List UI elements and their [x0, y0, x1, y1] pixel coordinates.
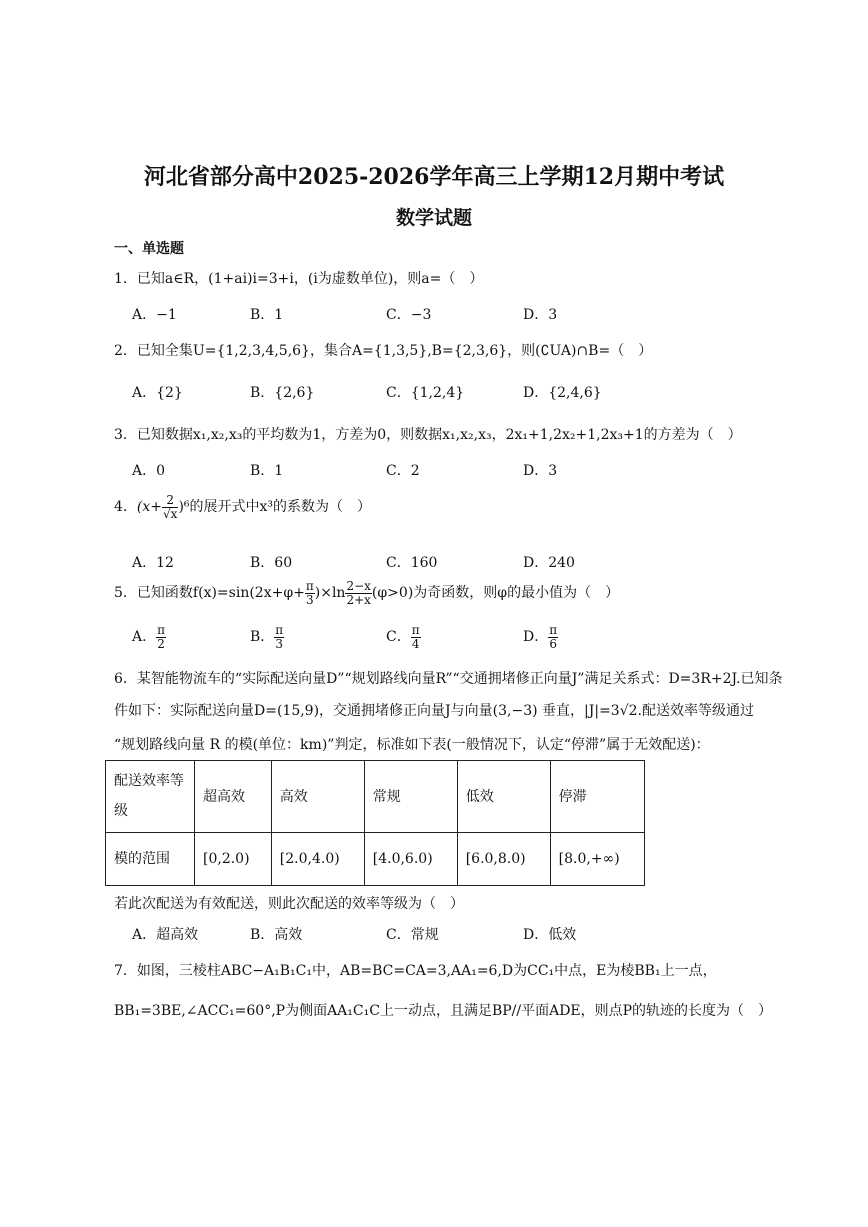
- section-heading: 一、单选题: [114, 241, 184, 257]
- question-7-line-1: 7．如图，三棱柱ABC−A₁B₁C₁中，AB=BC=CA=3,AA₁=6,D为CC₁中点，E为棱BB₁上一点，: [114, 963, 717, 979]
- q5-option-d-letter: D．: [523, 629, 549, 646]
- q4-fraction-denominator: √x: [163, 506, 178, 521]
- q5-option-a-denominator: 2: [157, 636, 165, 651]
- question-6-line-1: 6．某智能物流车的“实际配送向量D”“规划路线向量R”“交通拥堵修正向量J”满足关系式：D=3R+2J.已知条: [114, 671, 783, 687]
- table-cell: [0,2.0): [195, 832, 272, 885]
- q3-option-c: C．2: [386, 463, 420, 479]
- exam-subtitle: 数学试题: [395, 207, 472, 229]
- question-6-line-2: 件如下：实际配送向量D=(15,9)，交通拥堵修正向量J与向量(3,−3) 垂直，|J|=3√2.配送效率等级通过: [114, 703, 754, 719]
- q5-option-c: [386, 624, 421, 650]
- table-row: [106, 832, 645, 885]
- q6-option-c: C．常规: [386, 927, 439, 943]
- table-cell: 高效: [271, 761, 364, 833]
- q2-option-b: B．{2,6}: [250, 385, 315, 401]
- q5-text-part1: 已知函数f(x)=sin(2x+φ+: [136, 585, 305, 602]
- table-cell: 模的范围: [106, 832, 195, 885]
- q4-binomial-close: )⁶: [178, 499, 190, 516]
- question-6-line-3: “规划路线向量 R 的模(单位：km)”判定，标准如下表(一般情况下，认定“停滞”属于无效配送)：: [114, 737, 710, 753]
- q3-option-a: A．0: [132, 463, 166, 479]
- q5-option-c-numerator: π: [411, 623, 420, 637]
- question-4-text: 的展开式中x³的系数为（ ）: [189, 499, 372, 516]
- q5-ln-numerator: 2−x: [346, 579, 371, 593]
- table-cell: 超高效: [195, 761, 272, 833]
- q6-option-b: B．高效: [250, 927, 303, 943]
- q6-option-d: D．低效: [523, 927, 577, 943]
- q1-option-a: A．−1: [132, 307, 177, 323]
- q4-option-a: A．12: [132, 555, 174, 571]
- question-2-text: 已知全集U={1,2,3,4,5,6}，集合A={1,3,5},B={2,3,6}，则(∁UA)∩B=（ ）: [136, 343, 653, 359]
- q5-option-d-numerator: π: [549, 623, 558, 637]
- q4-binomial-open: (x+: [136, 499, 163, 516]
- question-5: [114, 580, 619, 606]
- question-2: [114, 340, 652, 360]
- table-header-row: [106, 761, 645, 833]
- q5-option-b: [250, 624, 284, 650]
- question-1: [114, 268, 483, 288]
- q4-option-d: D．240: [523, 555, 575, 571]
- q4-fraction-numerator: 2: [162, 494, 178, 508]
- table-cell: 常规: [364, 761, 457, 833]
- q5-option-a-letter: A．: [132, 629, 157, 646]
- q6-option-a: A．超高效: [132, 927, 199, 943]
- table-cell: 停滞: [550, 761, 644, 833]
- exam-title: 河北省部分高中2025-2026学年高三上学期12月期中考试: [143, 164, 725, 190]
- question-1-text: 已知a∈R，(1+ai)i=3+i，(i为虚数单位)，则a=（ ）: [136, 271, 484, 287]
- q5-option-b-numerator: π: [275, 623, 284, 637]
- q2-option-c: C．{1,2,4}: [386, 385, 465, 401]
- q5-option-d: [523, 624, 558, 650]
- q5-option-a-fraction: [156, 624, 166, 650]
- q5-ln-denominator: 2+x: [346, 592, 371, 607]
- q2-option-a: A．{2}: [132, 385, 183, 401]
- q5-text-part2: )×ln: [314, 585, 346, 602]
- question-5-number: 5．: [114, 585, 137, 602]
- q5-pi-numerator: π: [305, 579, 314, 593]
- table-cell: 低效: [457, 761, 550, 833]
- q1-option-b: B．1: [250, 307, 284, 323]
- q5-option-c-letter: C．: [386, 629, 411, 646]
- q5-option-c-fraction: [411, 624, 421, 650]
- question-4: [114, 494, 371, 520]
- question-7-line-2: BB₁=3BE,∠ACC₁=60°,P为侧面AA₁C₁C上一动点，且满足BP//平面ADE，则点P的轨迹的长度为（ ）: [114, 1003, 773, 1019]
- question-3-text: 已知数据x₁,x₂,x₃的平均数为1，方差为0，则数据x₁,x₂,x₃，2x₁+1,2x₂+1,2x₃+1的方差为（ ）: [136, 427, 742, 443]
- q2-option-d: D．{2,4,6}: [523, 385, 602, 401]
- q5-option-b-denominator: 3: [275, 636, 284, 651]
- q4-option-c: C．160: [386, 555, 438, 571]
- q4-option-b: B．60: [250, 555, 293, 571]
- table-cell: [2.0,4.0): [271, 832, 364, 885]
- question-2-number: 2．: [114, 343, 137, 359]
- q5-option-b-fraction: [274, 624, 284, 650]
- q5-ln-fraction: [345, 580, 371, 606]
- q4-fraction: [162, 494, 178, 520]
- q5-option-b-letter: B．: [250, 629, 275, 646]
- question-3: [114, 424, 742, 444]
- table-cell: [4.0,6.0): [364, 832, 457, 885]
- q5-option-c-denominator: 4: [411, 636, 420, 651]
- q5-option-a: [132, 624, 166, 650]
- q3-option-b: B．1: [250, 463, 284, 479]
- question-1-number: 1．: [114, 271, 137, 287]
- table-cell: [8.0,+∞): [550, 832, 644, 885]
- q5-option-d-fraction: [548, 624, 558, 650]
- q1-option-d: D．3: [523, 307, 558, 323]
- question-3-number: 3．: [114, 427, 137, 443]
- q1-option-c: C．−3: [386, 307, 432, 323]
- q5-option-a-numerator: π: [157, 623, 166, 637]
- q5-option-d-denominator: 6: [549, 636, 557, 651]
- efficiency-table: [105, 760, 645, 886]
- q5-pi-fraction: [305, 580, 315, 606]
- q3-option-d: D．3: [523, 463, 558, 479]
- table-cell: 配送效率等级: [106, 761, 195, 833]
- q5-pi-denominator: 3: [306, 592, 314, 607]
- question-4-number: 4．: [114, 499, 137, 516]
- question-6-prompt: 若此次配送为有效配送，则此次配送的效率等级为（ ）: [114, 896, 464, 912]
- table-cell: [6.0,8.0): [457, 832, 550, 885]
- q5-text-part3: (φ>0)为奇函数，则φ的最小值为（ ）: [371, 585, 620, 602]
